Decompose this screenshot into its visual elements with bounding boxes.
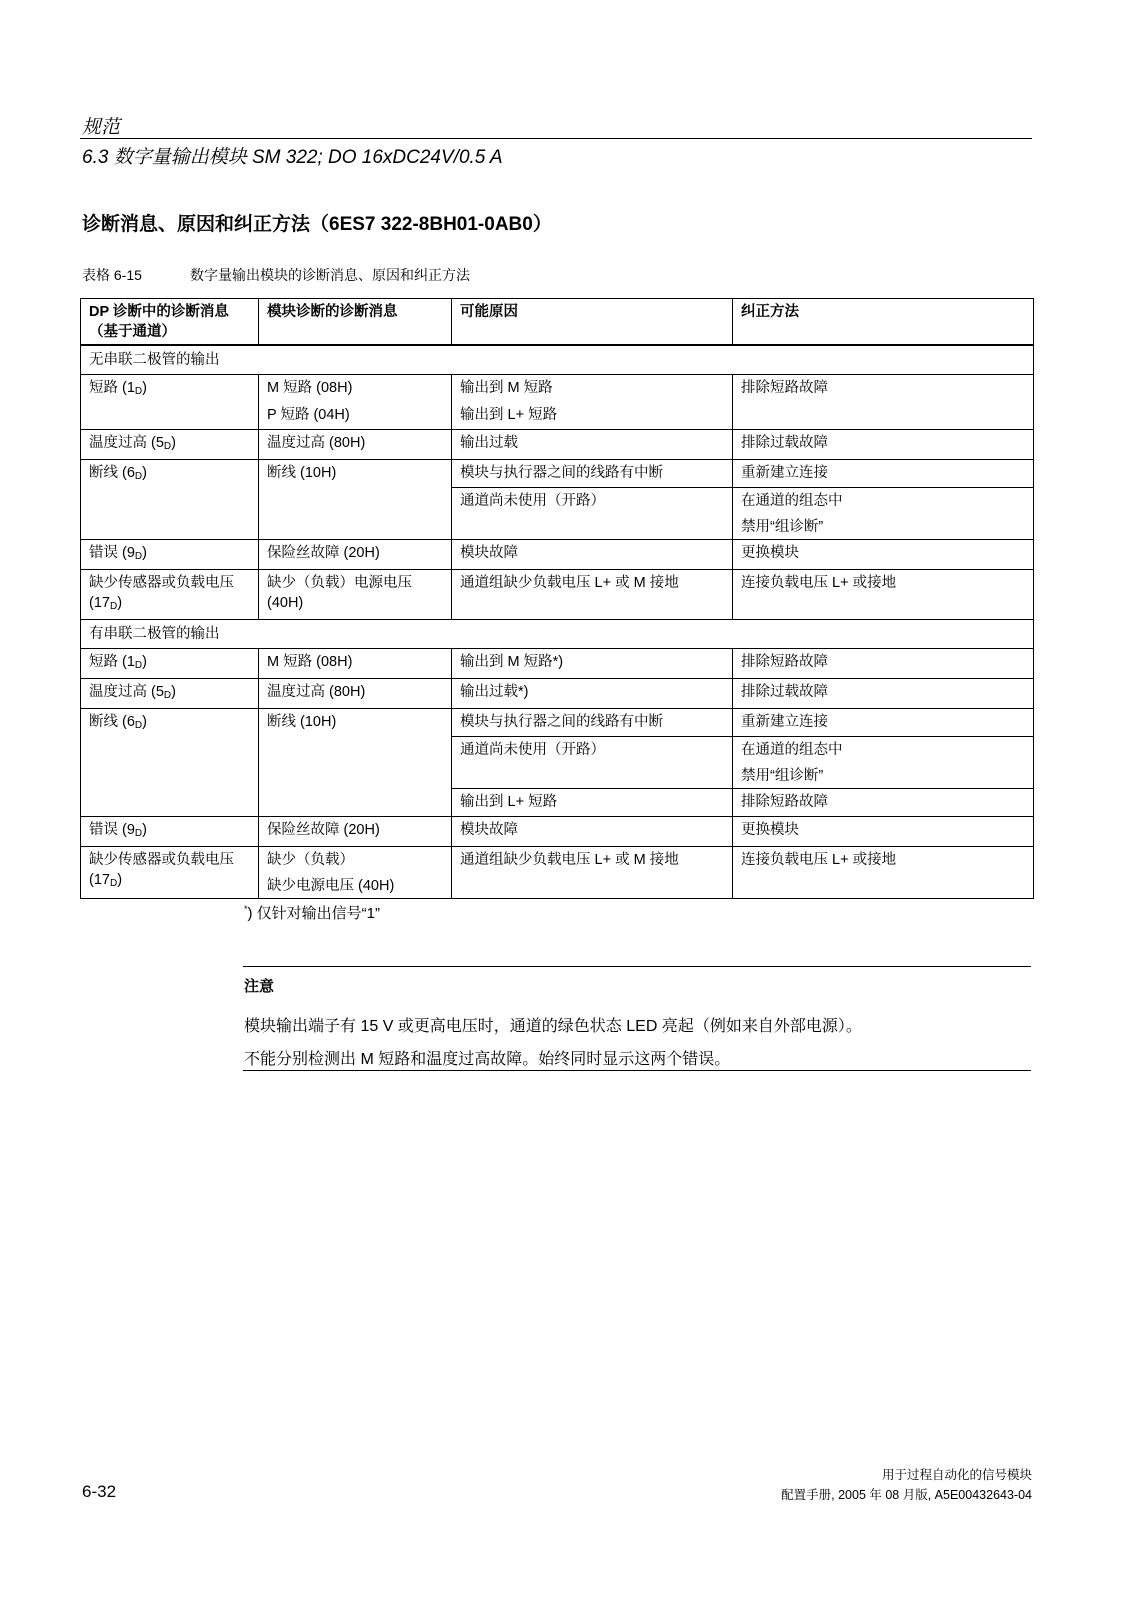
section-title-with-diode: 有串联二极管的输出 — [81, 620, 1034, 649]
column-header-module: 模块诊断的诊断消息 — [259, 299, 452, 346]
remedy-cell: 排除短路故障 — [733, 375, 1034, 430]
remedy-cell: 更换模块 — [733, 540, 1034, 570]
module-cell: 缺少（负载） 缺少电源电压 (40H) — [259, 847, 452, 899]
dp-cell: 短路 $(1_D)$ — [81, 649, 259, 679]
cause-cell: 输出到 M 短路*) — [452, 649, 733, 679]
dp-cell: 断线 $(6_D)$ — [81, 460, 259, 540]
module-cell: 保险丝故障 (20H) — [259, 817, 452, 847]
cause-cell: 输出到 L+ 短路 — [452, 789, 733, 817]
footnote-marker: * — [244, 904, 248, 914]
chapter-title: 规范 — [82, 117, 121, 138]
table-row — [81, 679, 1034, 709]
module-cell: 断线 (10H) — [259, 709, 452, 817]
footnote-text: ) 仅针对输出信号“1” — [247, 905, 381, 922]
section-row — [81, 620, 1034, 649]
dp-cell: 错误 $(9_D)$ — [81, 540, 259, 570]
table-header-row — [81, 299, 1034, 346]
table-row — [81, 375, 1034, 403]
footer-document-title: 用于过程自动化的信号模块 — [881, 1468, 1032, 1482]
cause-cell: 输出过载*) — [452, 679, 733, 709]
module-cell: 温度过高 (80H) — [259, 430, 452, 460]
cause-cell: 输出到 L+ 短路 — [452, 402, 733, 430]
header-divider — [80, 138, 1032, 139]
module-cell: 断线 (10H) — [259, 460, 452, 540]
table-number: 表格 6-15 — [82, 267, 142, 283]
table-row — [81, 847, 1034, 899]
table-row — [81, 540, 1034, 570]
table-row — [81, 460, 1034, 488]
cause-cell: 通道组缺少负载电压 L+ 或 M 接地 — [452, 847, 733, 899]
section-row — [81, 345, 1034, 375]
dp-cell: 错误 $(9_D)$ — [81, 817, 259, 847]
note-text-line: 模块输出端子有 15 V 或更高电压时，通道的绿色状态 LED 亮起（例如来自外部电源）。 — [244, 1018, 862, 1035]
table-row — [81, 570, 1034, 620]
column-header-cause: 可能原因 — [452, 299, 733, 346]
dp-cell: 断线 $(6_D)$ — [81, 709, 259, 817]
note-text-line: 不能分别检测出 M 短路和温度过高故障。始终同时显示这两个错误。 — [244, 1051, 731, 1068]
table-caption — [82, 265, 470, 285]
module-cell: M 短路 (08H) — [259, 375, 452, 403]
note-title: 注意 — [244, 978, 275, 995]
dp-cell: 温度过高 $(5_D)$ — [81, 679, 259, 709]
dp-cell: 缺少传感器或负载电压 $(17_D)$ — [81, 570, 259, 620]
table-row — [81, 649, 1034, 679]
cause-cell: 模块与执行器之间的线路有中断 — [452, 709, 733, 737]
table-row — [81, 817, 1034, 847]
cause-cell: 通道组缺少负载电压 L+ 或 M 接地 — [452, 570, 733, 620]
module-cell: 保险丝故障 (20H) — [259, 540, 452, 570]
remedy-cell: 更换模块 — [733, 817, 1034, 847]
cause-cell: 模块与执行器之间的线路有中断 — [452, 460, 733, 488]
table-row — [81, 430, 1034, 460]
remedy-cell: 重新建立连接 — [733, 460, 1034, 488]
cause-cell: 通道尚未使用（开路） — [452, 488, 733, 540]
footer-edition: 配置手册, 2005 年 08 月版, A5E00432643-04 — [781, 1488, 1032, 1502]
cause-cell: 模块故障 — [452, 817, 733, 847]
module-cell: 缺少（负载）电源电压 (40H) — [259, 570, 452, 620]
footnote — [244, 902, 380, 923]
cause-cell: 通道尚未使用（开路） — [452, 737, 733, 789]
remedy-cell: 连接负载电压 L+ 或接地 — [733, 847, 1034, 899]
cause-cell: 输出到 M 短路 — [452, 375, 733, 403]
remedy-cell: 排除短路故障 — [733, 789, 1034, 817]
remedy-cell: 连接负载电压 L+ 或接地 — [733, 570, 1034, 620]
remedy-cell: 排除过载故障 — [733, 679, 1034, 709]
remedy-cell: 排除过载故障 — [733, 430, 1034, 460]
module-cell: P 短路 (04H) — [259, 402, 452, 430]
page-heading: 诊断消息、原因和纠正方法（6ES7 322-8BH01-0AB0） — [82, 214, 552, 235]
remedy-cell: 排除短路故障 — [733, 649, 1034, 679]
section-title: 6.3 数字量输出模块 SM 322; DO 16xDC24V/0.5 A — [82, 147, 503, 168]
remedy-cell: 在通道的组态中 禁用“组诊断” — [733, 737, 1034, 789]
cause-cell: 模块故障 — [452, 540, 733, 570]
diagnostics-table — [80, 298, 1034, 899]
dp-cell: 温度过高 $(5_D)$ — [81, 430, 259, 460]
table-row — [81, 709, 1034, 737]
section-title-no-diode: 无串联二极管的输出 — [81, 345, 1034, 375]
note-divider-bottom — [243, 1070, 1031, 1071]
column-header-remedy: 纠正方法 — [733, 299, 1034, 346]
dp-cell: 短路 $(1_D)$ — [81, 375, 259, 430]
note-divider-top — [243, 966, 1031, 967]
remedy-cell: 重新建立连接 — [733, 709, 1034, 737]
cause-cell: 输出过载 — [452, 430, 733, 460]
page-number: 6-32 — [82, 1482, 117, 1501]
dp-cell: 缺少传感器或负载电压 $(17_D)$ — [81, 847, 259, 899]
module-cell: 温度过高 (80H) — [259, 679, 452, 709]
module-cell: M 短路 (08H) — [259, 649, 452, 679]
remedy-cell: 在通道的组态中 禁用“组诊断” — [733, 488, 1034, 540]
column-header-dp: DP 诊断中的诊断消息（基于通道） — [81, 299, 259, 346]
table-caption-text: 数字量输出模块的诊断消息、原因和纠正方法 — [190, 267, 470, 283]
